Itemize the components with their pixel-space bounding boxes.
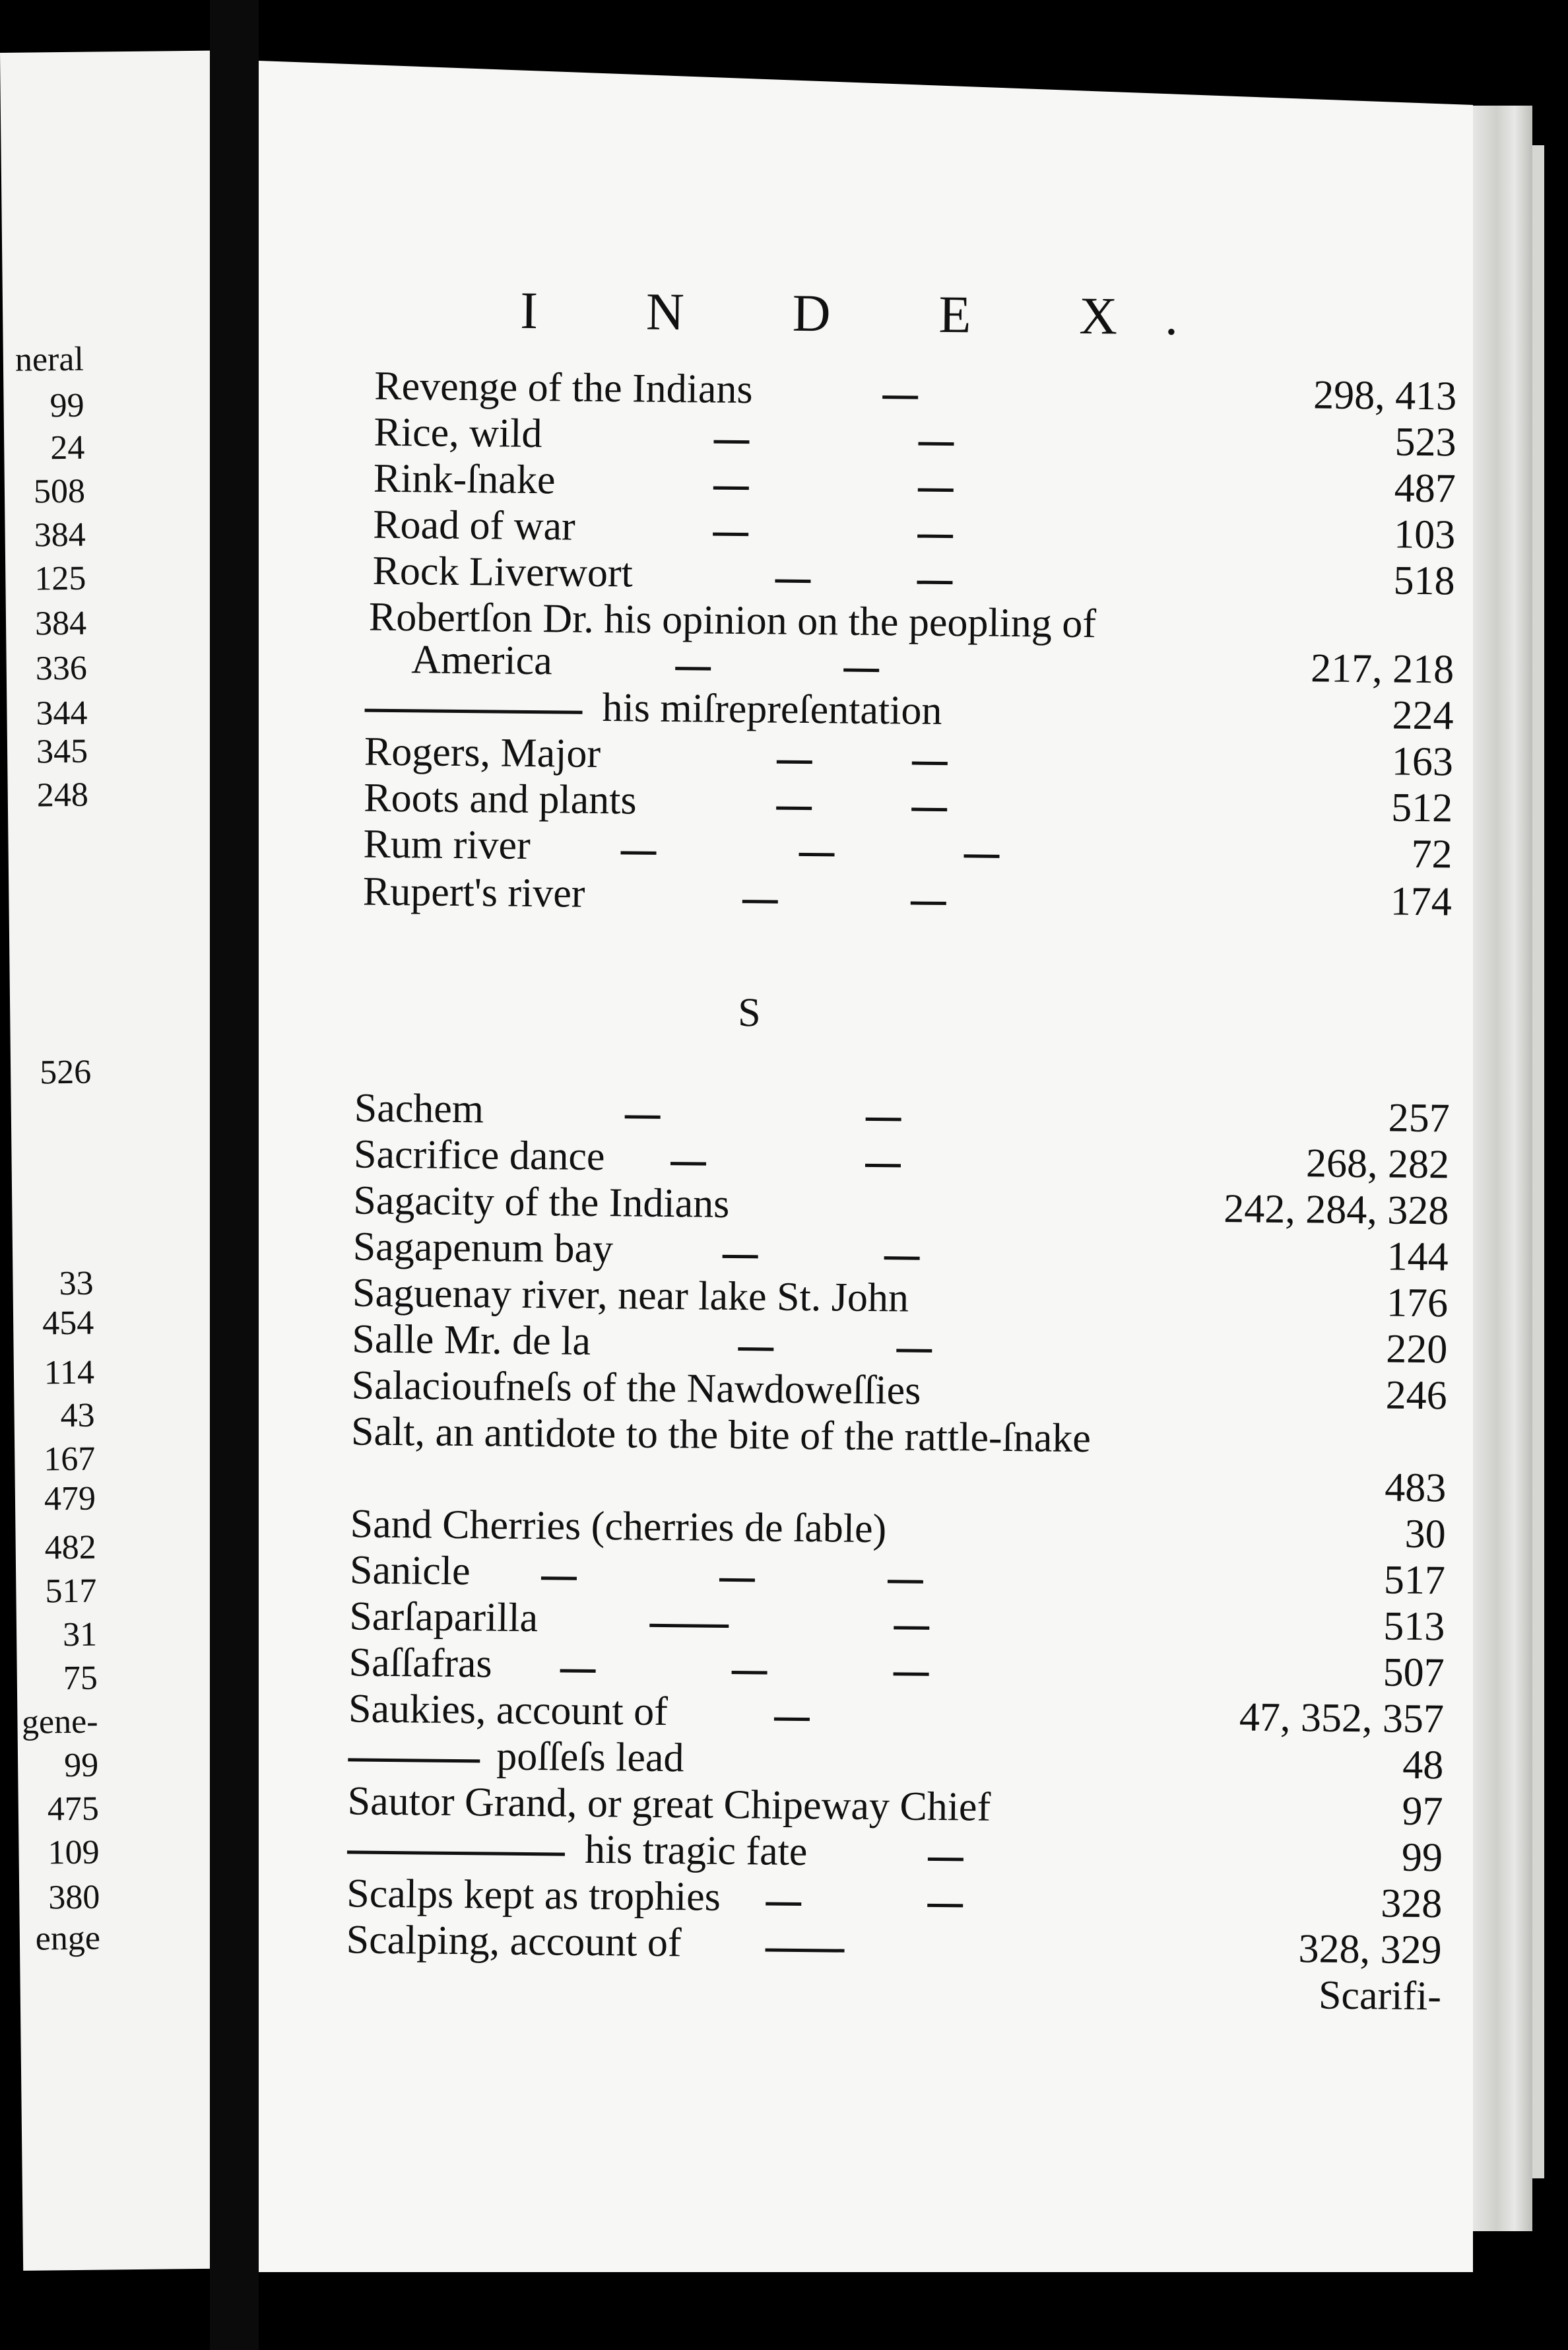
left-fragment: 33 — [59, 1264, 94, 1303]
entry-label: Sagapenum bay — [352, 1224, 614, 1272]
left-fragment: 508 — [33, 472, 86, 511]
entry-label: Rink-ſnake — [373, 455, 556, 503]
left-fragment: 31 — [62, 1615, 98, 1654]
leader-dash — [713, 487, 749, 490]
entry-pages: 518 — [1393, 558, 1455, 604]
leader-dash — [742, 900, 778, 904]
entry-label: Salle Mr. de la — [352, 1316, 591, 1364]
entry-label: his tragic fate — [584, 1827, 808, 1875]
ditto-rule — [347, 1850, 565, 1856]
entry-pages: 47, 352, 357 — [1239, 1695, 1445, 1742]
leader-dash — [766, 1949, 845, 1953]
section-letter: S — [737, 990, 762, 1036]
entry-label: Sachem — [354, 1085, 484, 1132]
leader-dash — [888, 1580, 923, 1584]
leader-dash — [723, 1255, 758, 1259]
leader-dash — [775, 580, 810, 584]
left-fragment: 479 — [44, 1479, 96, 1518]
left-fragment: enge — [35, 1919, 101, 1958]
entry-pages: 298, 413 — [1313, 372, 1457, 419]
left-fragment: 384 — [34, 604, 87, 643]
entry-pages: 144 — [1387, 1234, 1449, 1280]
left-fragment: 344 — [36, 694, 88, 733]
leader-dash — [866, 1118, 901, 1122]
leader-dash — [911, 902, 946, 906]
left-fragment: 526 — [39, 1053, 92, 1092]
entry-pages: 224 — [1392, 692, 1454, 739]
leader-dash — [799, 853, 834, 857]
leader-dash — [896, 1349, 932, 1353]
entry-pages: 268, 282 — [1305, 1141, 1450, 1188]
leader-dash — [670, 1162, 706, 1166]
entry-label: Sacrifice dance — [353, 1131, 605, 1180]
leader-dash — [625, 1115, 661, 1119]
left-fragment: 384 — [34, 516, 86, 554]
page-edge — [1473, 106, 1532, 2231]
entry-pages: 517 — [1383, 1557, 1446, 1603]
entry-pages: 242, 284, 328 — [1224, 1186, 1449, 1234]
left-fragment: 43 — [60, 1396, 95, 1435]
ditto-rule — [365, 709, 583, 714]
entry-label: Robertſon Dr. his opinion on the peopling of — [368, 594, 1097, 647]
entry-pages: 257 — [1388, 1095, 1451, 1141]
entry-pages: 174 — [1390, 879, 1453, 925]
leader-dash — [865, 1164, 901, 1168]
entry-label: Scalping, account of — [346, 1917, 682, 1966]
leader-dash — [843, 669, 879, 673]
entry-pages: 507 — [1383, 1650, 1445, 1696]
left-fragment: 248 — [36, 776, 89, 815]
left-fragment: 475 — [47, 1790, 100, 1829]
entry-label: Scalps kept as trophies — [346, 1871, 721, 1920]
entry-pages: 97 — [1402, 1788, 1443, 1834]
entry-pages: 220 — [1386, 1326, 1448, 1372]
entry-label: America — [410, 637, 553, 684]
entry-label: Sanicle — [349, 1547, 471, 1594]
leader-dash — [917, 581, 952, 585]
entry-label: Road of war — [372, 502, 576, 549]
leader-dash — [894, 1672, 929, 1676]
entry-pages: 246 — [1385, 1372, 1447, 1419]
entry-label: Rogers, Major — [364, 729, 601, 777]
left-fragment: 345 — [36, 732, 88, 771]
entry-pages: 176 — [1386, 1280, 1449, 1326]
catchword: Scarifi- — [1318, 1972, 1442, 2019]
left-fragment: 482 — [44, 1528, 97, 1567]
entry-label: Sarſaparilla — [349, 1594, 539, 1641]
leader-dash — [894, 1626, 929, 1630]
leader-dash — [541, 1576, 577, 1580]
left-fragment: 125 — [34, 559, 86, 598]
entry-label: Saukies, account of — [348, 1686, 669, 1735]
leader-dash — [911, 808, 947, 812]
running-head: I N D E X. — [519, 281, 1226, 347]
left-fragment: 109 — [48, 1833, 100, 1872]
entry-pages: 328, 329 — [1298, 1926, 1442, 1973]
entry-label: Salacioufneſs of the Nawdoweſſies — [351, 1362, 921, 1413]
left-fragment: 336 — [35, 649, 88, 688]
leader-dash — [719, 1578, 755, 1582]
left-fragment: 99 — [63, 1746, 99, 1785]
left-fragment: 454 — [42, 1304, 94, 1343]
entry-label: Saguenay river, near lake St. John — [352, 1270, 909, 1321]
leader-dash — [928, 1858, 964, 1862]
leader-dash — [964, 854, 999, 858]
leader-dash — [560, 1669, 596, 1673]
entry-label: poſſeſs lead — [496, 1733, 684, 1781]
left-fragment: gene- — [21, 1702, 98, 1741]
leader-dash — [675, 667, 711, 671]
left-fragment: neral — [15, 340, 84, 379]
entry-pages: 512 — [1390, 785, 1453, 831]
entry-label: Sand Cherries (cherries de ſable) — [350, 1501, 887, 1552]
leader-dash — [774, 1718, 810, 1722]
leader-dash — [884, 1256, 920, 1260]
entry-pages: 99 — [1401, 1834, 1443, 1881]
entry-label: Saſſafras — [348, 1640, 492, 1687]
leader-dash — [917, 535, 953, 539]
left-fragment: 517 — [45, 1572, 97, 1611]
entry-label: Sagacity of the Indians — [353, 1178, 730, 1226]
left-fragment: 380 — [48, 1878, 100, 1917]
leader-dash — [777, 760, 812, 764]
entry-label: Salt, an antidote to the bite of the rattle-ſnake — [350, 1409, 1092, 1461]
entry-label: Revenge of the Indians — [374, 363, 753, 413]
entry-pages: 48 — [1402, 1742, 1444, 1788]
leader-dash — [918, 442, 954, 446]
entry-pages: 72 — [1411, 831, 1453, 877]
entry-label: Rock Liverwort — [372, 548, 634, 596]
leader-dash — [912, 762, 948, 766]
left-facing-page — [0, 51, 233, 2271]
entry-label: Roots and plants — [363, 775, 637, 823]
entry-label: Rupert's river — [362, 869, 585, 916]
page-edge-shadow — [1532, 145, 1544, 2178]
ditto-rule — [348, 1758, 480, 1762]
index-content — [238, 61, 1473, 2284]
entry-label: Sautor Grand, or great Chipeway Chief — [347, 1778, 991, 1830]
leader-dash — [649, 1624, 729, 1628]
left-fragment: 99 — [49, 386, 84, 425]
leader-dash — [732, 1671, 768, 1675]
entry-pages: 523 — [1394, 419, 1456, 465]
left-fragment: 24 — [49, 428, 85, 467]
leader-dash — [713, 533, 748, 537]
entry-label: Rum river — [363, 821, 531, 869]
entry-pages: 30 — [1404, 1511, 1446, 1557]
leader-dash — [927, 1904, 963, 1908]
entry-pages: 513 — [1383, 1603, 1445, 1650]
index-entry — [251, 867, 1453, 925]
leader-dash — [776, 807, 812, 811]
entry-pages: 487 — [1394, 465, 1456, 512]
leader-dash — [620, 851, 656, 855]
leader-dash — [766, 1902, 801, 1906]
entry-label: Rice, wild — [374, 409, 542, 457]
leader-dash — [882, 395, 918, 399]
leader-dash — [918, 488, 954, 492]
left-fragment: 114 — [44, 1353, 95, 1392]
left-fragment: 167 — [44, 1440, 96, 1479]
entry-pages: 217, 218 — [1310, 646, 1454, 692]
left-fragment: 75 — [63, 1659, 98, 1698]
entry-pages: 163 — [1391, 739, 1454, 785]
leader-dash — [738, 1347, 773, 1351]
entry-pages: 483 — [1385, 1465, 1447, 1511]
entry-pages: 328 — [1380, 1881, 1443, 1927]
entry-pages: 103 — [1393, 512, 1456, 558]
leader-dash — [713, 440, 749, 444]
entry-label: his miſrepreſentation — [602, 685, 942, 733]
